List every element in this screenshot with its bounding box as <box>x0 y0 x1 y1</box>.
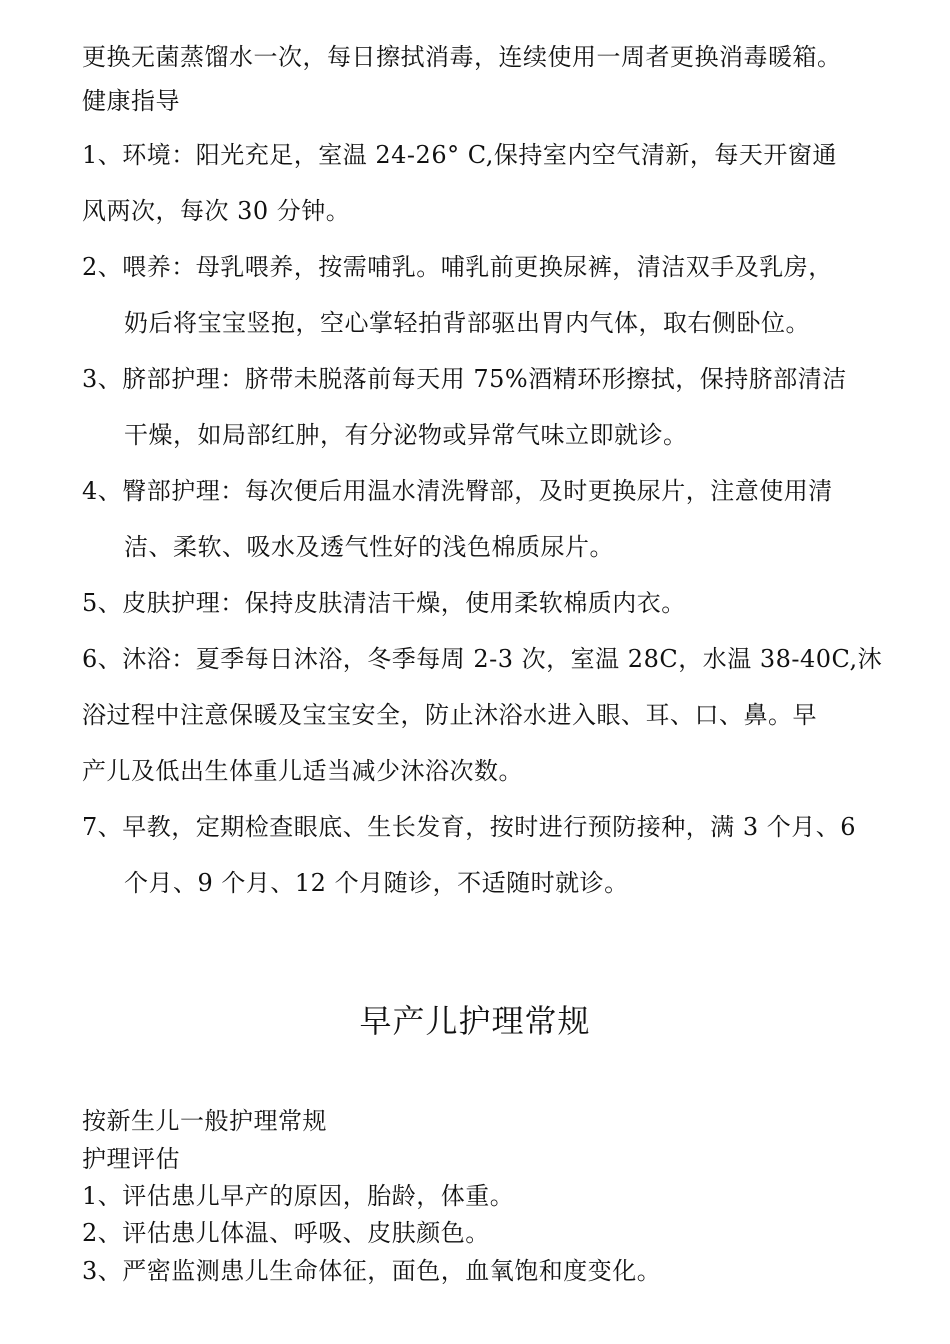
heading-nursing-assessment: 护理评估 <box>82 1145 180 1173</box>
list-item-bathing-cont-2: 产儿及低出生体重儿适当减少沐浴次数。 <box>82 757 523 785</box>
list-item-environment-cont: 风两次，每次 30 分钟。 <box>82 197 351 225</box>
list-item-umbilical-care-cont: 干燥，如局部红肿，有分泌物或异常气味立即就诊。 <box>124 421 688 449</box>
list-item-umbilical-care: 3、脐部护理：脐带未脱落前每天用 75%酒精环形擦拭，保持脐部清洁 <box>82 365 847 393</box>
list-item-assessment-2: 2、评估患儿体温、呼吸、皮肤颜色。 <box>82 1219 490 1247</box>
list-item-bathing-cont: 浴过程中注意保暖及宝宝安全，防止沐浴水进入眼、耳、口、鼻。早 <box>82 701 817 729</box>
list-item-feeding-cont: 奶后将宝宝竖抱，空心掌轻拍背部驱出胃内气体，取右侧卧位。 <box>124 309 810 337</box>
text-line: 更换无菌蒸馏水一次，每日擦拭消毒，连续使用一周者更换消毒暖箱。 <box>82 43 842 71</box>
list-item-assessment-3: 3、严密监测患儿生命体征，面色，血氧饱和度变化。 <box>82 1257 662 1285</box>
list-item-bathing: 6、沐浴：夏季每日沐浴，冬季每周 2-3 次，室温 28C，水温 38-40C,沐 <box>82 645 883 673</box>
list-item-buttock-care-cont: 洁、柔软、吸水及透气性好的浅色棉质尿片。 <box>124 533 614 561</box>
heading-health-guidance: 健康指导 <box>82 87 180 115</box>
text-line-general-routine: 按新生儿一般护理常规 <box>82 1107 327 1135</box>
list-item-feeding: 2、喂养：母乳喂养，按需哺乳。哺乳前更换尿裤，清洁双手及乳房， <box>82 253 833 281</box>
page-title: 早产儿护理常规 <box>359 1002 591 1040</box>
list-item-environment: 1、环境：阳光充足，室温 24-26° C,保持室内空气清新，每天开窗通 <box>82 141 837 169</box>
list-item-early-education-cont: 个月、9 个月、12 个月随诊，不适随时就诊。 <box>124 869 629 897</box>
list-item-skin-care: 5、皮肤护理：保持皮肤清洁干燥，使用柔软棉质内衣。 <box>82 589 686 617</box>
list-item-assessment-1: 1、评估患儿早产的原因，胎龄，体重。 <box>82 1182 515 1210</box>
list-item-early-education: 7、早教，定期检查眼底、生长发育，按时进行预防接种，满 3 个月、6 <box>82 813 857 841</box>
list-item-buttock-care: 4、臀部护理：每次便后用温水清洗臀部，及时更换尿片，注意使用清 <box>82 477 833 505</box>
